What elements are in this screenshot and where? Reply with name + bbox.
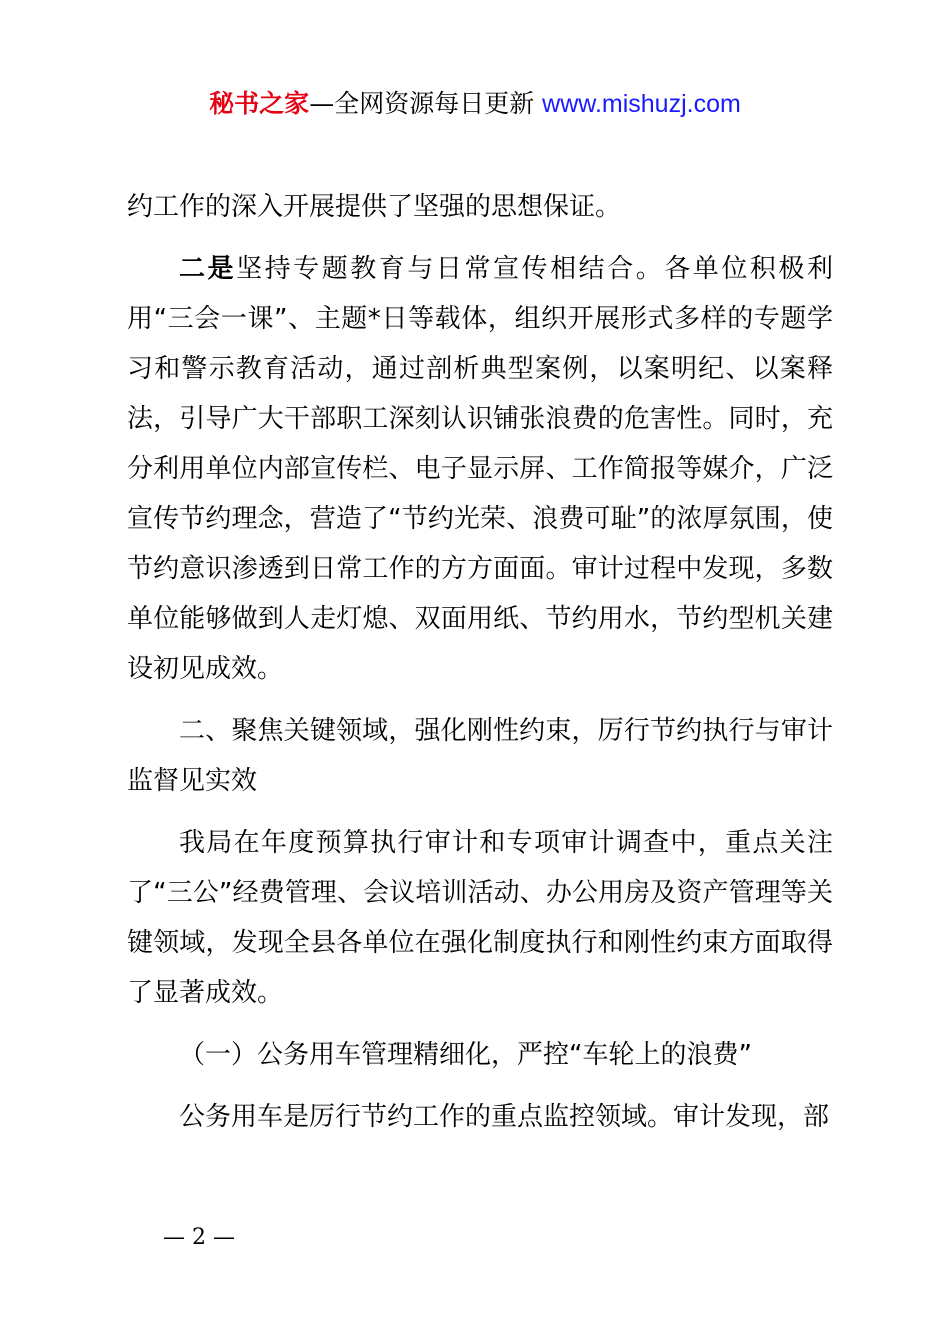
- page-number: — 2 —: [163, 1225, 235, 1250]
- paragraph-2-text: 坚持专题教育与日常宣传相结合。各单位积极利用“三会一课”、主题*日等载体，组织开展形式多样的专题学习和警示教育活动，通过剖析典型案例，以案明纪、以案释法，引导广大干部职工深刻认识铺张浪费的危害性。同时，充分利用单位内部宣传栏、电子显示屏、工作简报等媒介，广泛宣传节约理念，营造了“节约光荣、浪费可耻”的浓厚氛围，使节约意识渗透到日常工作的方方面面。审计过程中发现，多数单位能够做到人走灯熄、双面用纸、节约用水，节约型机关建设初见成效。: [127, 254, 833, 684]
- section-heading-2: 二、聚焦关键领域，强化刚性约束，厉行节约执行与审计监督见实效: [127, 716, 833, 796]
- site-banner: [0, 86, 950, 122]
- paragraph-4: 公务用车是厉行节约工作的重点监控领域。审计发现，部: [179, 1102, 830, 1132]
- site-slogan: —全网资源每日更新: [309, 89, 535, 118]
- paragraph-2: [127, 244, 833, 694]
- subsection-heading-1: （一）公务用车管理精细化，严控“车轮上的浪费”: [179, 1040, 752, 1070]
- paragraph-2-lead: 二是: [179, 254, 237, 284]
- site-url[interactable]: www.mishuzj.com: [542, 90, 741, 118]
- document-body: [127, 182, 833, 1142]
- paragraph-3: 我局在年度预算执行审计和专项审计调查中，重点关注了“三公”经费管理、会议培训活动、办公用房及资产管理等关键领域，发现全县各单位在强化制度执行和刚性约束方面取得了显著成效。: [127, 828, 833, 1008]
- paragraph-1: 约工作的深入开展提供了坚强的思想保证。: [127, 192, 622, 222]
- site-brand: 秘书之家: [209, 89, 310, 118]
